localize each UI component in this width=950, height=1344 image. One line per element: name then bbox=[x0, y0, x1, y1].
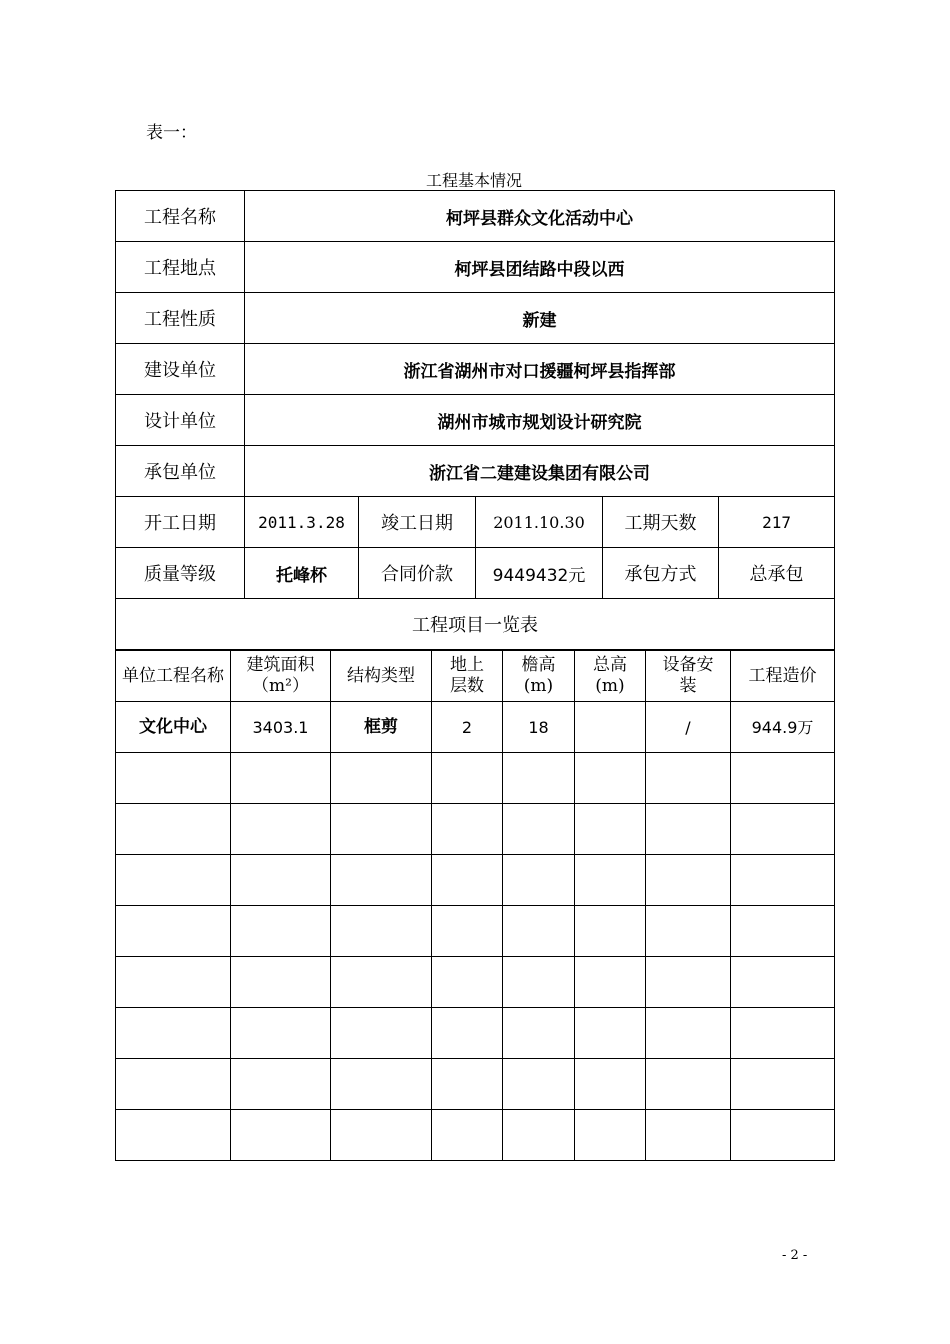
table-label: 表一： bbox=[146, 123, 197, 143]
info-value: 新建 bbox=[245, 293, 835, 344]
header-area bbox=[231, 651, 331, 702]
header-eave-height bbox=[503, 651, 575, 702]
header-structure: 结构类型 bbox=[331, 651, 432, 702]
info-row bbox=[116, 344, 835, 395]
empty-row bbox=[116, 957, 835, 1008]
page-number: - 2 - bbox=[782, 1248, 808, 1263]
info-label: 工程性质 bbox=[116, 293, 245, 344]
items-title-row bbox=[116, 599, 835, 650]
header-area-label: 建筑面积 bbox=[246, 655, 315, 675]
contract-mode-label: 承包方式 bbox=[603, 548, 719, 599]
header-unit-name: 单位工程名称 bbox=[116, 651, 231, 702]
header-floors: 地上层数 bbox=[432, 651, 503, 702]
empty-row bbox=[116, 1110, 835, 1161]
quality-row bbox=[116, 548, 835, 599]
item-equipment: / bbox=[646, 702, 731, 753]
info-value: 柯坪县团结路中段以西 bbox=[245, 242, 835, 293]
items-header-row bbox=[116, 651, 835, 702]
info-row bbox=[116, 293, 835, 344]
item-name: 文化中心 bbox=[116, 702, 231, 753]
duration-label: 工期天数 bbox=[603, 497, 719, 548]
contract-price-value: 9449432元 bbox=[476, 548, 603, 599]
header-total-unit: (m) bbox=[595, 676, 625, 696]
table-row bbox=[116, 702, 835, 753]
info-value: 湖州市城市规划设计研究院 bbox=[245, 395, 835, 446]
item-total-height bbox=[575, 702, 646, 753]
info-label: 承包单位 bbox=[116, 446, 245, 497]
item-area: 3403.1 bbox=[231, 702, 331, 753]
contract-mode-value: 总承包 bbox=[719, 548, 835, 599]
empty-row bbox=[116, 1008, 835, 1059]
info-label: 工程名称 bbox=[116, 191, 245, 242]
info-value: 柯坪县群众文化活动中心 bbox=[245, 191, 835, 242]
header-equipment: 设备安装 bbox=[646, 651, 731, 702]
quality-grade-value: 托峰杯 bbox=[245, 548, 359, 599]
info-row bbox=[116, 395, 835, 446]
header-cost: 工程造价 bbox=[731, 651, 835, 702]
info-label: 设计单位 bbox=[116, 395, 245, 446]
info-label: 工程地点 bbox=[116, 242, 245, 293]
info-value: 浙江省湖州市对口援疆柯坪县指挥部 bbox=[245, 344, 835, 395]
finish-date-label: 竣工日期 bbox=[359, 497, 476, 548]
empty-row bbox=[116, 906, 835, 957]
items-table-title: 工程项目一览表 bbox=[116, 599, 835, 650]
item-eave-height: 18 bbox=[503, 702, 575, 753]
item-floors: 2 bbox=[432, 702, 503, 753]
item-cost: 944.9万 bbox=[731, 702, 835, 753]
header-eave-label: 檐高 bbox=[521, 655, 556, 675]
empty-row bbox=[116, 753, 835, 804]
header-eave-unit: (m) bbox=[523, 676, 554, 696]
header-area-unit: （m²） bbox=[252, 676, 309, 696]
item-structure: 框剪 bbox=[331, 702, 432, 753]
project-items-table bbox=[115, 650, 835, 1161]
info-row bbox=[116, 446, 835, 497]
info-label: 建设单位 bbox=[116, 344, 245, 395]
start-date-label: 开工日期 bbox=[116, 497, 245, 548]
finish-date-value: 2011.10.30 bbox=[476, 497, 603, 548]
header-total-height bbox=[575, 651, 646, 702]
header-total-label: 总高 bbox=[593, 655, 627, 675]
start-date-value: 2011.3.28 bbox=[245, 497, 359, 548]
table-caption: 工程基本情况 bbox=[425, 171, 522, 190]
empty-row bbox=[116, 1059, 835, 1110]
empty-row bbox=[116, 804, 835, 855]
info-row bbox=[116, 191, 835, 242]
info-value: 浙江省二建建设集团有限公司 bbox=[245, 446, 835, 497]
quality-grade-label: 质量等级 bbox=[116, 548, 245, 599]
contract-price-label: 合同价款 bbox=[359, 548, 476, 599]
project-info-table bbox=[115, 190, 835, 650]
dates-row bbox=[116, 497, 835, 548]
info-row bbox=[116, 242, 835, 293]
empty-row bbox=[116, 855, 835, 906]
duration-value: 217 bbox=[719, 497, 835, 548]
